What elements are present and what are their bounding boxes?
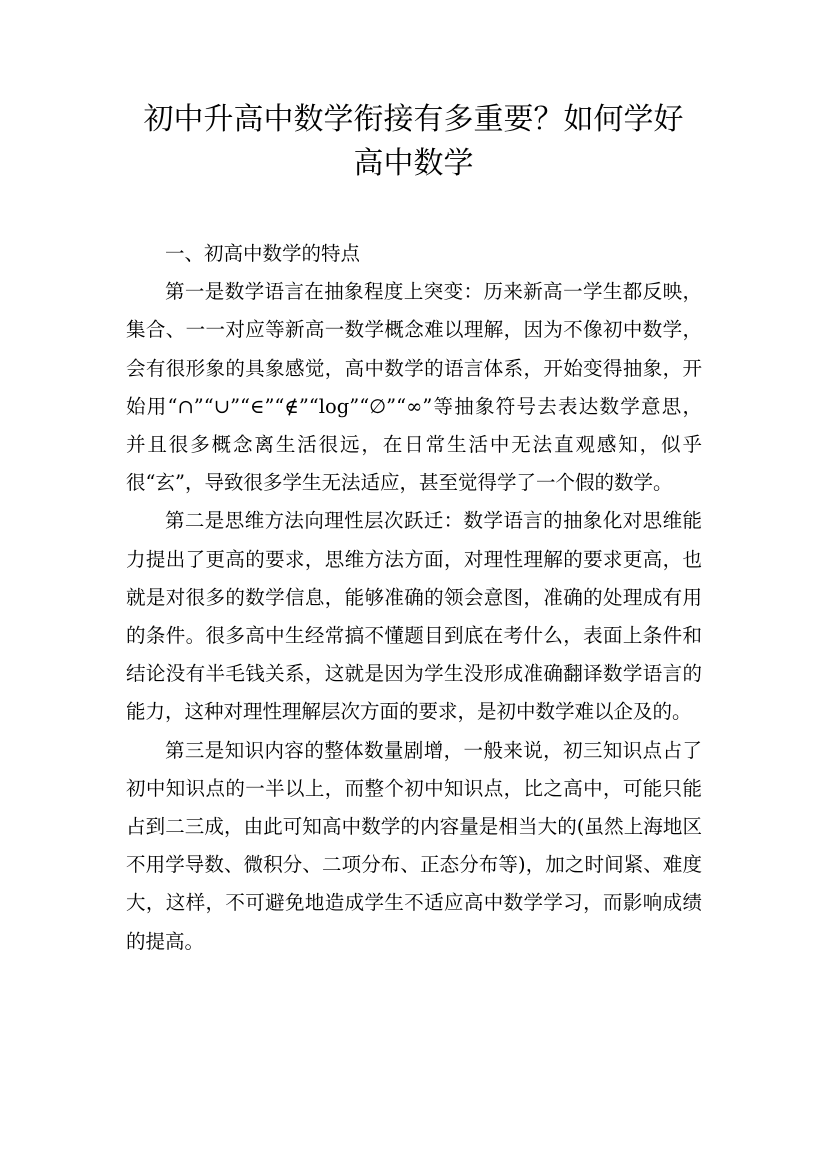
paragraph-1: 第一是数学语言在抽象程度上突变：历来新高一学生都反映，集合、一一对应等新高一数学概念难以理解，因为不像初中数学，会有很形象的具象感觉，高中数学的语言体系，开始变得抽象，开始用“∩”“∪”“∈”“∉”“log”“∅”“∞”等抽象符号去表达数学意思，并且很多概念离生活很远，在日常生活中无法直观感知，似乎很“玄”，导致很多学生无法适应，甚至觉得学了一个假的数学。 bbox=[126, 280, 702, 495]
paragraph-3: 第三是知识内容的整体数量剧增，一般来说，初三知识点占了初中知识点的一半以上，而整个初中知识点，比之高中，可能只能占到二三成，由此可知高中数学的内容量是相当大的(虽然上海地区不用学导数、微积分、二项分布、正态分布等)，加之时间紧、难度大，这样，不可避免地造成学生不适应高中数学学习，而影响成绩的提高。 bbox=[126, 738, 702, 953]
section-heading: 一、初高中数学的特点 bbox=[165, 242, 361, 265]
title-line-1: 初中升高中数学衔接有多重要？如何学好 bbox=[143, 102, 684, 137]
title-line-2: 高中数学 bbox=[353, 146, 474, 181]
document-title bbox=[120, 98, 707, 186]
paragraph-2: 第二是思维方法向理性层次跃迁：数学语言的抽象化对思维能力提出了更高的要求，思维方法方面，对理性理解的要求更高，也就是对很多的数学信息，能够准确的领会意图，准确的处理成有用的条件。很多高中生经常搞不懂题目到底在考什么，表面上条件和结论没有半毛钱关系，这就是因为学生没形成准确翻译数学语言的能力，这种对理性理解层次方面的要求，是初中数学难以企及的。 bbox=[126, 509, 702, 724]
document-body bbox=[126, 235, 702, 961]
